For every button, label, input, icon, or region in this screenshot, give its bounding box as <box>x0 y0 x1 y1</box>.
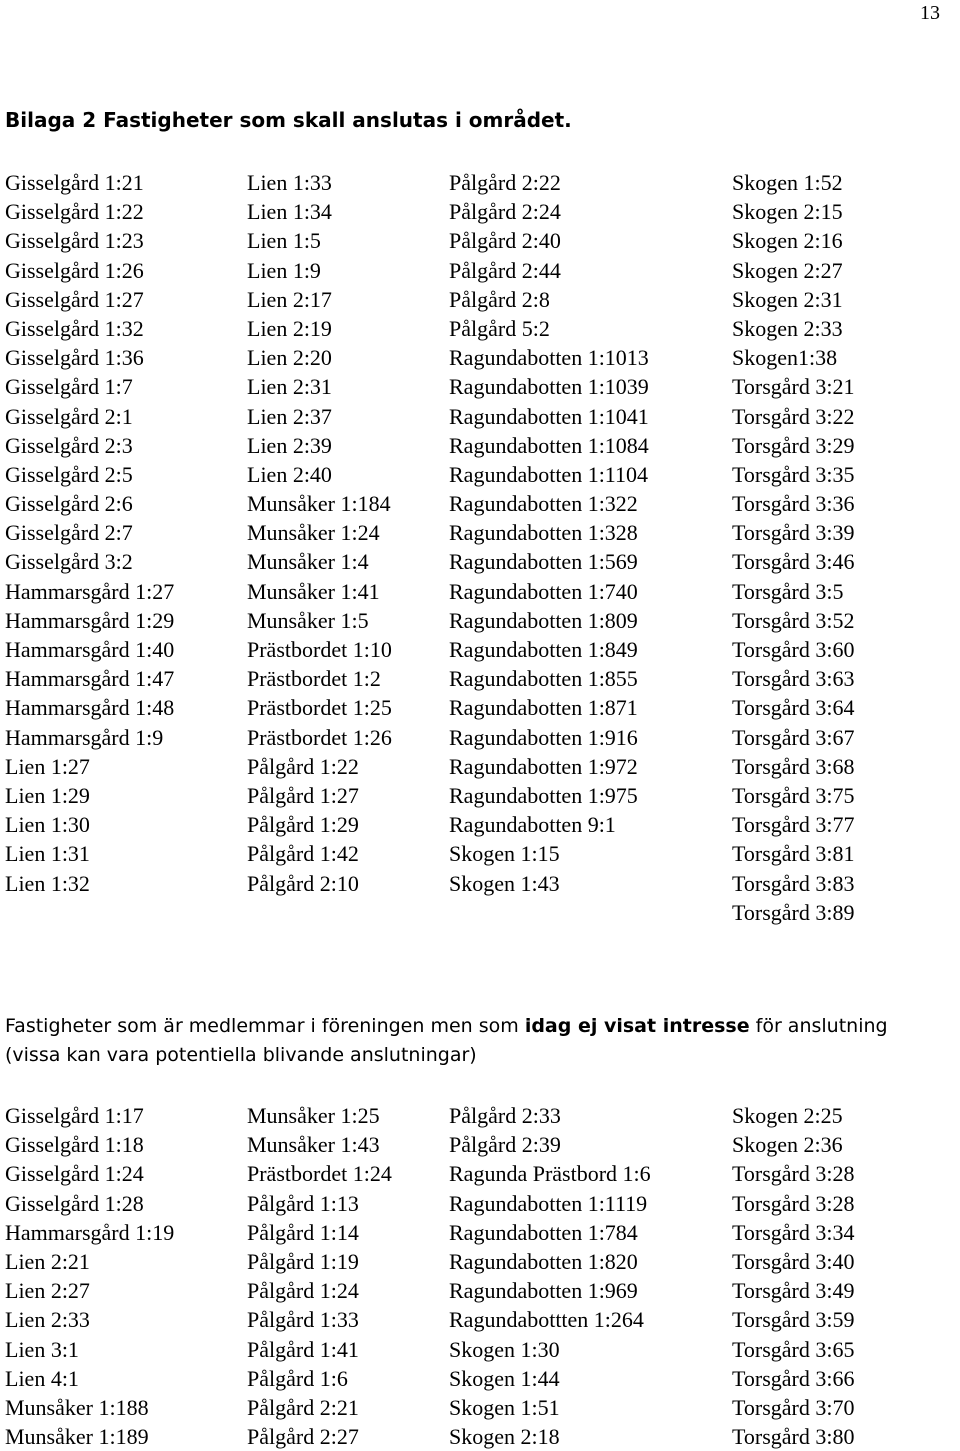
property-list-members <box>5 1101 955 1451</box>
property-cell: Lien 1:29 <box>5 782 90 808</box>
property-cell: Gisselgård 2:7 <box>5 520 133 546</box>
property-cell: Pålgård 1:14 <box>247 1219 359 1245</box>
table-row <box>5 1335 955 1364</box>
table-row <box>5 839 955 868</box>
table-row <box>5 898 955 927</box>
property-cell: Munsåker 1:189 <box>5 1424 149 1450</box>
property-cell: Skogen 2:36 <box>732 1132 843 1158</box>
table-row <box>5 460 955 489</box>
property-cell: Gisselgård 2:5 <box>5 461 133 487</box>
property-cell: Pålgård 1:6 <box>247 1365 348 1391</box>
property-cell: Lien 2:40 <box>247 461 332 487</box>
property-cell: Pålgård 2:39 <box>449 1132 561 1158</box>
table-row <box>5 1189 955 1218</box>
property-cell: Hammarsgård 1:19 <box>5 1219 175 1245</box>
table-row <box>5 1364 955 1393</box>
property-cell: Hammarsgård 1:47 <box>5 666 175 692</box>
property-cell: Torsgård 3:21 <box>732 374 855 400</box>
property-cell: Skogen 1:43 <box>449 870 560 896</box>
property-cell: Prästbordet 1:25 <box>247 695 392 721</box>
property-cell: Torsgård 3:75 <box>732 782 855 808</box>
property-cell: Pålgård 2:33 <box>449 1103 561 1128</box>
property-cell: Skogen 2:15 <box>732 199 843 225</box>
table-row <box>5 635 955 664</box>
table-row <box>5 1305 955 1334</box>
property-cell: Munsåker 1:188 <box>5 1394 149 1420</box>
property-cell: Munsåker 1:25 <box>247 1103 380 1128</box>
property-cell: Pålgård 1:13 <box>247 1190 359 1216</box>
property-cell: Munsåker 1:24 <box>247 520 380 546</box>
table-row <box>5 781 955 810</box>
table-row <box>5 256 955 285</box>
property-cell: Torsgård 3:67 <box>732 724 855 750</box>
property-cell: Pålgård 1:41 <box>247 1336 359 1362</box>
property-cell: Pålgård 2:24 <box>449 199 561 225</box>
property-cell: Pålgård 2:21 <box>247 1394 359 1420</box>
property-cell: Ragundabotten 1:740 <box>449 578 638 604</box>
property-cell: Gisselgård 1:26 <box>5 257 144 283</box>
property-cell: Skogen1:38 <box>732 345 838 371</box>
property-cell: Torsgård 3:40 <box>732 1248 855 1274</box>
table-row <box>5 1101 955 1130</box>
intro-text-emphasis: idag ej visat intresse <box>524 1015 750 1037</box>
property-cell: Pålgård 2:8 <box>449 286 550 312</box>
property-cell: Ragundabotten 1:1104 <box>449 461 648 487</box>
property-cell: Pålgård 2:27 <box>247 1424 359 1450</box>
property-cell: Gisselgård 1:23 <box>5 228 144 254</box>
property-cell: Munsåker 1:184 <box>247 491 391 517</box>
table-row <box>5 606 955 635</box>
property-cell: Gisselgård 1:21 <box>5 170 144 195</box>
table-row <box>5 226 955 255</box>
section2-intro <box>5 1012 945 1070</box>
property-cell: Torsgård 3:29 <box>732 432 855 458</box>
property-cell: Prästbordet 1:2 <box>247 666 381 692</box>
property-cell: Torsgård 3:59 <box>732 1307 855 1333</box>
property-cell: Torsgård 3:5 <box>732 578 844 604</box>
property-cell: Skogen 1:44 <box>449 1365 560 1391</box>
property-cell: Torsgård 3:39 <box>732 520 855 546</box>
property-cell: Munsåker 1:5 <box>247 607 369 633</box>
property-cell: Ragunda Prästbord 1:6 <box>449 1161 651 1187</box>
property-cell: Pålgård 2:40 <box>449 228 561 254</box>
property-cell: Lien 3:1 <box>5 1336 79 1362</box>
property-cell: Skogen 1:52 <box>732 170 843 195</box>
property-cell: Ragundabotten 1:784 <box>449 1219 638 1245</box>
property-cell: Prästbordet 1:26 <box>247 724 392 750</box>
property-cell: Ragundabotten 1:849 <box>449 637 638 662</box>
property-cell: Munsåker 1:41 <box>247 578 380 604</box>
table-row <box>5 197 955 226</box>
property-cell: Gisselgård 1:32 <box>5 315 144 341</box>
property-cell: Lien 1:34 <box>247 199 332 225</box>
property-cell: Torsgård 3:81 <box>732 841 855 867</box>
property-cell: Pålgård 2:44 <box>449 257 561 283</box>
table-row <box>5 343 955 372</box>
property-cell: Torsgård 3:36 <box>732 491 855 517</box>
property-cell: Ragundabotten 1:1119 <box>449 1190 648 1216</box>
property-cell: Skogen 2:18 <box>449 1424 560 1450</box>
property-cell: Skogen 2:33 <box>732 315 843 341</box>
property-cell: Gisselgård 2:6 <box>5 491 133 517</box>
table-row <box>5 431 955 460</box>
property-cell: Gisselgård 1:28 <box>5 1190 144 1216</box>
table-row <box>5 723 955 752</box>
property-cell: Pålgård 1:27 <box>247 782 359 808</box>
property-cell: Lien 2:17 <box>247 286 332 312</box>
property-cell: Ragundabotten 9:1 <box>449 812 616 838</box>
table-row <box>5 1422 955 1451</box>
property-cell: Pålgård 1:33 <box>247 1307 359 1333</box>
table-row <box>5 664 955 693</box>
property-cell: Torsgård 3:63 <box>732 666 855 692</box>
table-row <box>5 752 955 781</box>
property-cell: Gisselgård 1:7 <box>5 374 133 400</box>
property-cell: Pålgård 5:2 <box>449 315 550 341</box>
property-cell: Torsgård 3:89 <box>732 899 855 925</box>
property-cell: Ragundabotten 1:1041 <box>449 403 649 429</box>
property-cell: Ragundabotten 1:809 <box>449 607 638 633</box>
property-cell: Pålgård 1:29 <box>247 812 359 838</box>
property-cell: Gisselgård 1:22 <box>5 199 144 225</box>
property-cell: Ragundabotten 1:916 <box>449 724 638 750</box>
property-cell: Gisselgård 1:36 <box>5 345 144 371</box>
table-row <box>5 547 955 576</box>
property-cell: Skogen 1:15 <box>449 841 560 867</box>
property-cell: Pålgård 2:22 <box>449 170 561 195</box>
property-cell: Torsgård 3:68 <box>732 753 855 779</box>
table-row <box>5 577 955 606</box>
property-cell: Lien 1:30 <box>5 812 90 838</box>
property-cell: Skogen 2:27 <box>732 257 843 283</box>
table-row <box>5 372 955 401</box>
property-cell: Ragundabottten 1:264 <box>449 1307 644 1333</box>
property-cell: Lien 1:9 <box>247 257 321 283</box>
property-cell: Torsgård 3:35 <box>732 461 855 487</box>
property-cell: Munsåker 1:4 <box>247 549 369 575</box>
property-cell: Lien 1:5 <box>247 228 321 254</box>
property-cell: Gisselgård 1:24 <box>5 1161 144 1187</box>
property-cell: Lien 1:32 <box>5 870 90 896</box>
property-cell: Pålgård 1:24 <box>247 1278 359 1304</box>
property-cell: Lien 2:27 <box>5 1278 90 1304</box>
table-row <box>5 1130 955 1159</box>
property-cell: Lien 1:27 <box>5 753 90 779</box>
property-cell: Torsgård 3:46 <box>732 549 855 575</box>
property-cell: Hammarsgård 1:29 <box>5 607 175 633</box>
table-row <box>5 1247 955 1276</box>
property-cell: Lien 2:37 <box>247 403 332 429</box>
property-cell: Lien 2:31 <box>247 374 332 400</box>
property-cell: Torsgård 3:65 <box>732 1336 855 1362</box>
property-cell: Lien 1:33 <box>247 170 332 195</box>
property-cell: Torsgård 3:83 <box>732 870 855 896</box>
property-cell: Prästbordet 1:10 <box>247 637 392 662</box>
property-cell: Lien 2:39 <box>247 432 332 458</box>
property-cell: Lien 4:1 <box>5 1365 79 1391</box>
table-row <box>5 1218 955 1247</box>
property-cell: Hammarsgård 1:27 <box>5 578 175 604</box>
property-cell: Ragundabotten 1:1013 <box>449 345 649 371</box>
table-row <box>5 314 955 343</box>
property-cell: Torsgård 3:34 <box>732 1219 855 1245</box>
property-cell: Gisselgård 2:3 <box>5 432 133 458</box>
property-cell: Lien 2:20 <box>247 345 332 371</box>
property-cell: Gisselgård 2:1 <box>5 403 133 429</box>
property-cell: Ragundabotten 1:820 <box>449 1248 638 1274</box>
property-cell: Skogen 2:16 <box>732 228 843 254</box>
property-cell: Ragundabotten 1:855 <box>449 666 638 692</box>
property-cell: Gisselgård 3:2 <box>5 549 133 575</box>
property-list-connect <box>5 168 955 927</box>
property-cell: Ragundabotten 1:1039 <box>449 374 649 400</box>
property-cell: Ragundabotten 1:871 <box>449 695 638 721</box>
property-cell: Torsgård 3:52 <box>732 607 855 633</box>
table-row <box>5 810 955 839</box>
property-cell: Ragundabotten 1:969 <box>449 1278 638 1304</box>
table-row <box>5 1393 955 1422</box>
table-row <box>5 869 955 898</box>
property-cell: Torsgård 3:28 <box>732 1190 855 1216</box>
property-cell: Skogen 1:51 <box>449 1394 560 1420</box>
table-row <box>5 168 955 197</box>
property-cell: Munsåker 1:43 <box>247 1132 380 1158</box>
table-row <box>5 693 955 722</box>
property-cell: Ragundabotten 1:975 <box>449 782 638 808</box>
property-cell: Skogen 2:25 <box>732 1103 843 1128</box>
property-cell: Ragundabotten 1:322 <box>449 491 638 517</box>
property-cell: Torsgård 3:28 <box>732 1161 855 1187</box>
property-cell: Lien 2:21 <box>5 1248 90 1274</box>
property-cell: Torsgård 3:80 <box>732 1424 855 1450</box>
property-cell: Pålgård 2:10 <box>247 870 359 896</box>
property-cell: Torsgård 3:77 <box>732 812 855 838</box>
property-cell: Pålgård 1:19 <box>247 1248 359 1274</box>
table-row <box>5 489 955 518</box>
property-cell: Torsgård 3:60 <box>732 637 855 662</box>
property-cell: Ragundabotten 1:1084 <box>449 432 649 458</box>
property-cell: Lien 2:33 <box>5 1307 90 1333</box>
property-cell: Ragundabotten 1:328 <box>449 520 638 546</box>
property-cell: Lien 1:31 <box>5 841 90 867</box>
property-cell: Torsgård 3:49 <box>732 1278 855 1304</box>
section-heading: Bilaga 2 Fastigheter som skall anslutas i området. <box>5 108 572 132</box>
property-cell: Hammarsgård 1:48 <box>5 695 175 721</box>
property-cell: Ragundabotten 1:569 <box>449 549 638 575</box>
intro-text-start: Fastigheter som är medlemmar i föreningen men som <box>5 1015 525 1037</box>
property-cell: Torsgård 3:70 <box>732 1394 855 1420</box>
table-row <box>5 1276 955 1305</box>
property-cell: Gisselgård 1:27 <box>5 286 144 312</box>
property-cell: Hammarsgård 1:40 <box>5 637 175 662</box>
property-cell: Torsgård 3:22 <box>732 403 855 429</box>
property-cell: Hammarsgård 1:9 <box>5 724 164 750</box>
property-cell: Gisselgård 1:18 <box>5 1132 144 1158</box>
table-row <box>5 1159 955 1188</box>
property-cell: Lien 2:19 <box>247 315 332 341</box>
property-cell: Gisselgård 1:17 <box>5 1103 144 1128</box>
table-row <box>5 285 955 314</box>
property-cell: Torsgård 3:64 <box>732 695 855 721</box>
property-cell: Pålgård 1:42 <box>247 841 359 867</box>
intro-text-end: för anslutning (vissa kan vara potentiella blivande anslutningar) <box>5 1015 888 1066</box>
property-cell: Prästbordet 1:24 <box>247 1161 392 1187</box>
page-number: 13 <box>920 2 940 24</box>
property-cell: Pålgård 1:22 <box>247 753 359 779</box>
property-cell: Skogen 2:31 <box>732 286 843 312</box>
property-cell: Ragundabotten 1:972 <box>449 753 638 779</box>
table-row <box>5 518 955 547</box>
property-cell: Torsgård 3:66 <box>732 1365 855 1391</box>
property-cell: Skogen 1:30 <box>449 1336 560 1362</box>
table-row <box>5 402 955 431</box>
